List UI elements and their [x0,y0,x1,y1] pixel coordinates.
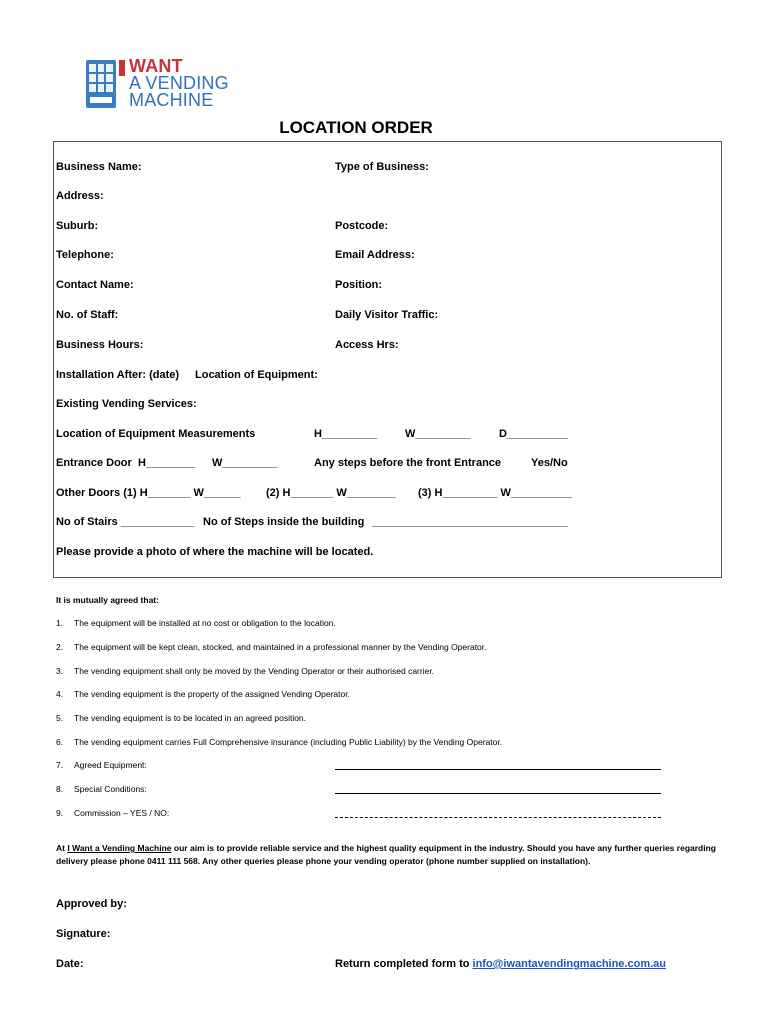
steps-inside-line[interactable]: ________________________________ [372,516,568,528]
date-field[interactable]: Date: [56,958,84,970]
other-doors-3-field[interactable]: (3) H_________ W__________ [418,487,573,499]
clause-5: 5. The vending equipment is to be located in an agreed position. [56,713,307,723]
page-title: LOCATION ORDER [279,118,433,137]
logo-line-3: MACHINE [129,90,214,110]
daily-visitor-traffic-field[interactable]: Daily Visitor Traffic: [335,309,439,321]
clause-7: 7. Agreed Equipment: [56,760,147,770]
measurement-depth-field[interactable]: D__________ [499,428,569,440]
other-doors-2-field[interactable]: (2) H_______ W________ [266,487,396,499]
other-doors-1-field[interactable]: Other Doors (1) H_______ W______ [56,487,241,499]
clause-1: 1. The equipment will be installed at no cost or obligation to the location. [56,618,336,628]
photo-request-text: Please provide a photo of where the machine will be located. [56,546,374,558]
company-logo [86,58,256,112]
signature-field[interactable]: Signature: [56,928,111,940]
entrance-width-field[interactable]: W_________ [212,457,278,469]
type-of-business-field[interactable]: Type of Business: [335,161,429,173]
business-name-field[interactable]: Business Name: [56,161,142,173]
closing-paragraph: At I Want a Vending Machine our aim is to provide reliable service and the highest quality equipment in the industry. Should you have any further queries regarding delivery please phone 0411 111 568. Any other queries please phone your vending operator (phone number supplied on installation). [56,843,716,866]
clause-6: 6. The vending equipment carries Full Comprehensive insurance (including Public Liability) by the Vending Operator. [56,737,503,747]
clause-3: 3. The vending equipment shall only be moved by the Vending Operator or their authorised carrier. [56,666,435,676]
clause-4: 4. The vending equipment is the property of the assigned Vending Operator. [56,689,350,699]
no-of-staff-field[interactable]: No. of Staff: [56,309,119,321]
brand-name: I Want a Vending Machine [67,843,172,853]
position-field[interactable]: Position: [335,279,383,291]
logo-line-2: A VENDING [129,73,229,93]
measurement-width-field[interactable]: W_________ [405,428,471,440]
suburb-field[interactable]: Suburb: [56,220,99,232]
steps-inside-label: No of Steps inside the building [203,516,365,528]
entrance-height-field[interactable]: H________ [138,457,195,469]
email-address-field[interactable]: Email Address: [335,249,415,261]
existing-vending-field[interactable]: Existing Vending Services: [56,398,197,410]
business-hours-field[interactable]: Business Hours: [56,339,144,351]
installation-after-field[interactable]: Installation After: (date) [56,369,180,381]
email-link[interactable]: info@iwantavendingmachine.com.au [472,958,666,970]
commission-line[interactable] [335,817,661,818]
steps-yes-no-field[interactable]: Yes/No [531,457,568,469]
measurement-height-field[interactable]: H_________ [314,428,378,440]
special-conditions-line[interactable] [335,793,661,794]
return-instructions: Return completed form to info@iwantavendingmachine.com.au [335,958,666,970]
clause-2: 2. The equipment will be kept clean, stocked, and maintained in a professional manner by the Vending Operator. [56,642,487,652]
approved-by-field[interactable]: Approved by: [56,898,127,910]
no-of-stairs-field[interactable]: No of Stairs ____________ [56,516,195,528]
agreement-heading: It is mutually agreed that: [56,595,159,605]
location-form-box [53,141,722,578]
location-of-equipment-field[interactable]: Location of Equipment: [195,369,318,381]
access-hrs-field[interactable]: Access Hrs: [335,339,399,351]
contact-name-field[interactable]: Contact Name: [56,279,134,291]
agreed-equipment-line[interactable] [335,769,661,770]
measurements-label: Location of Equipment Measurements [56,428,256,440]
logo-i-mark [119,60,125,76]
entrance-door-label: Entrance Door [56,457,132,469]
address-field[interactable]: Address: [56,190,104,202]
steps-question: Any steps before the front Entrance [314,457,502,469]
postcode-field[interactable]: Postcode: [335,220,389,232]
clause-8: 8. Special Conditions: [56,784,147,794]
logo-line-1: WANT [129,56,183,76]
clause-9: 9. Commission – YES / NO: [56,808,170,818]
vending-machine-icon [86,60,116,108]
telephone-field[interactable]: Telephone: [56,249,114,261]
